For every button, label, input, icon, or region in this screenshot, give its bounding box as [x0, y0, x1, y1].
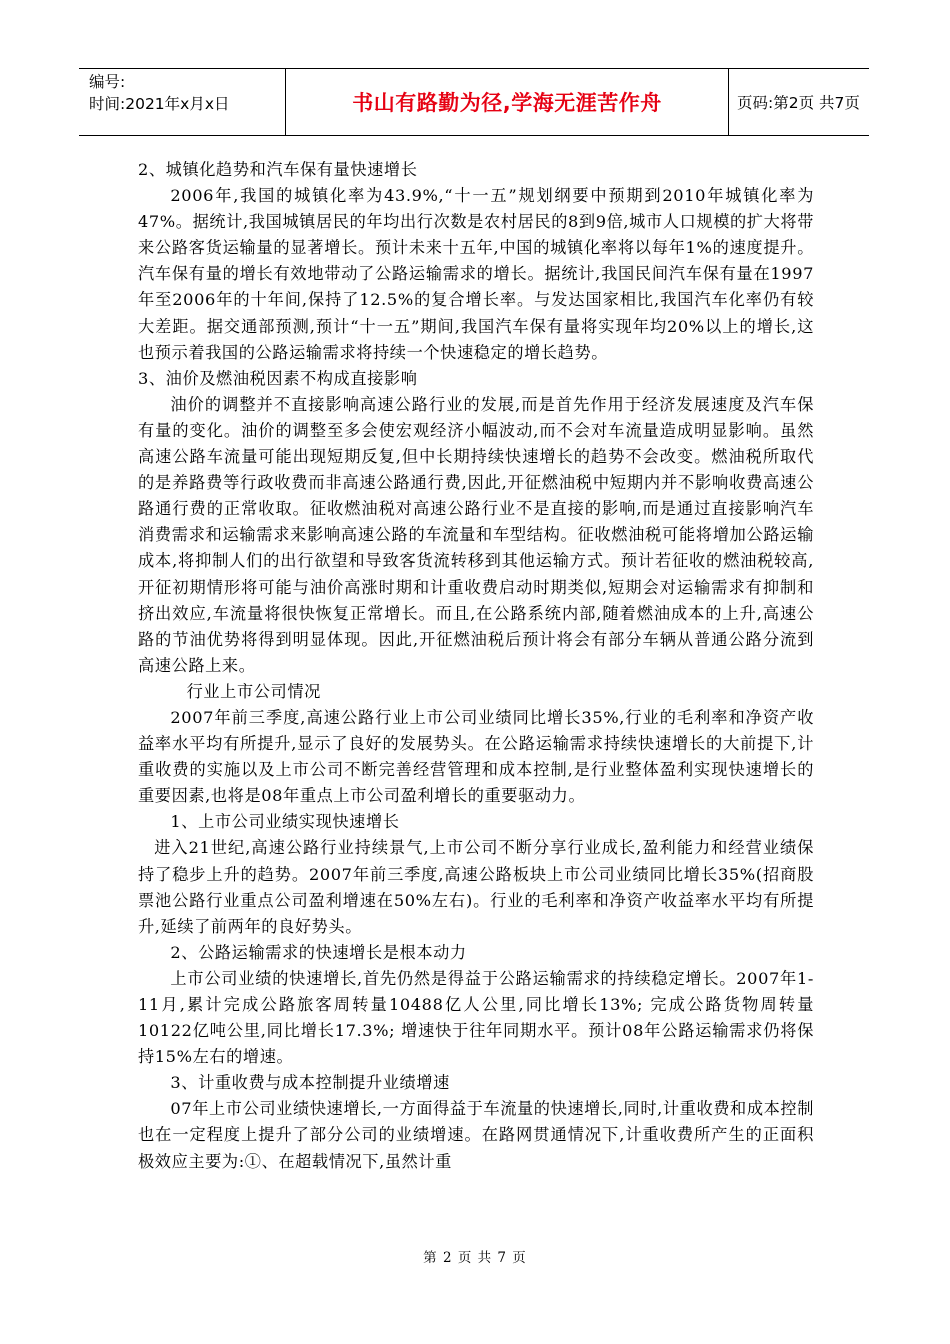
header-meta [79, 69, 285, 135]
section-heading: 2、城镇化趋势和汽车保有量快速增长 [138, 160, 418, 179]
section-heading: 3、计重收费与成本控制提升业绩增速 [170, 1073, 450, 1093]
body-paragraph: 2007年前三季度,高速公路行业上市公司业绩同比增长35%,行业的毛利率和净资产收益率水平均有所提升,显示了良好的发展势头。在公路运输需求持续快速增长的大前提下,计重收费的实施以及上市公司不断完善经营管理和成本控制,是行业整体盈利实现快速增长的重要因素,也将是08年重点上市公司盈利增长的重要驱动力。 [138, 707, 814, 806]
page-footer: 第 2 页 共 7 页 [423, 1250, 527, 1266]
header-page-number: 页码:第2页 共7页 [737, 94, 860, 112]
section-heading: 2、公路运输需求的快速增长是根本动力 [170, 942, 467, 962]
section-heading: 3、油价及燃油税因素不构成直接影响 [138, 368, 418, 388]
body-paragraph: 进入21世纪,高速公路行业持续景气,上市公司不断分享行业成长,盈利能力和经营业绩保持了稳步上升的趋势。2007年前三季度,高速公路板块上市公司业绩同比增长35%(招商股票池公路行业重点公司盈利增速在50%左右)。行业的毛利率和净资产收益率水平均有所提升,延续了前两年的良好势头。 [138, 838, 814, 936]
body-paragraph: 油价的调整并不直接影响高速公路行业的发展,而是首先作用于经济发展速度及汽车保有量的变化。油价的调整至多会使宏观经济小幅波动,而不会对车流量造成明显影响。虽然高速公路车流量可能出现短期反复,但中长期持续快速增长的趋势不会改变。燃油税所取代的是养路费等行政收费而非高速公路通行费,因此,开征燃油税中短期内并不影响收费高速公路通行费的正常收取。征收燃油税对高速公路行业不是直接的影响,而是通过直接影响汽车消费需求和运输需求来影响高速公路的车流量和车型结构。征收燃油税可能将增加公路运输成本,将抑制人们的出行欲望和导致客货流转移到其他运输方式。预计若征收的燃油税较高,开征初期情形将可能与油价高涨时期和计重收费启动时期类似,短期会对运输需求有抑制和挤出效应,车流量将很快恢复正常增长。而且,在公路系统内部,随着燃油成本的上升,高速公路的节油优势将得到明显体现。因此,开征燃油税后预计将会有部分车辆从普通公路分流到高速公路上来。 [138, 394, 814, 675]
header-motto: 书山有路勤为径,学海无涯苦作舟 [285, 69, 729, 135]
body-paragraph: 2006年,我国的城镇化率为43.9%,“十一五”规划纲要中预期到2010年城镇化率为47%。据统计,我国城镇居民的年均出行次数是农村居民的8到9倍,城市人口规模的扩大将带来公路客货运输量的显著增长。预计未来十五年,中国的城镇化率将以每年1%的速度提升。汽车保有量的增长有效地带动了公路运输需求的增长。据统计,我国民间汽车保有量在1997年至2006年的十年间,保持了12.5%的复合增长率。与发达国家相比,我国汽车化率仍有较大差距。据交通部预测,预计“十一五”期间,我国汽车保有量将实现年均20%以上的增长,这也预示着我国的公路运输需求将持续一个快速稳定的增长趋势。 [138, 186, 814, 362]
document-body [138, 157, 814, 1175]
body-paragraph: 上市公司业绩的快速增长,首先仍然是得益于公路运输需求的持续稳定增长。2007年1-11月,累计完成公路旅客周转量10488亿人公里,同比增长13%; 完成公路货物周转量10122亿吨公里,同比增长17.3%; 增速快于往年同期水平。预计08年公路运输需求仍将保持15%左右的增速。 [138, 968, 814, 1067]
page-header [79, 68, 869, 136]
section-heading: 行业上市公司情况 [186, 681, 321, 701]
body-paragraph: 07年上市公司业绩快速增长,一方面得益于车流量的快速增长,同时,计重收费和成本控制也在一定程度上提升了部分公司的业绩增速。在路网贯通情况下,计重收费所产生的正面积极效应主要为:①、在超载情况下,虽然计重 [138, 1099, 814, 1171]
document-date-label: 时间:2021年x月x日 [89, 95, 230, 113]
document-number-label: 编号: [89, 73, 126, 91]
section-heading: 1、上市公司业绩实现快速增长 [170, 812, 400, 832]
